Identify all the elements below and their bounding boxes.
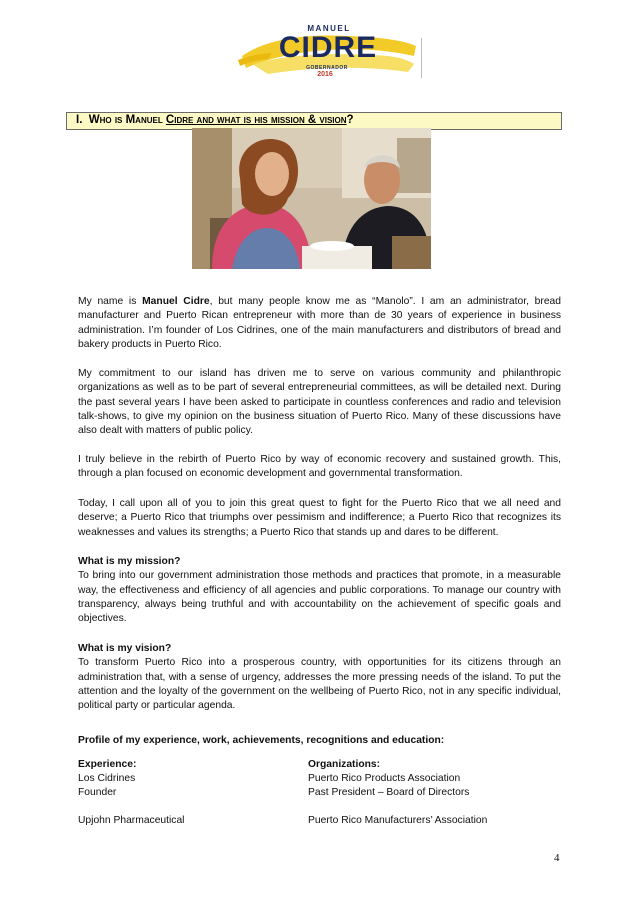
logo-divider [421,38,422,78]
mission-text: To bring into our government administration those methods and practices that promote, in a measurable way, the effectiveness and efficiency of all agencies and public corporations. To manage our country with transparency, always being truthful and with accountability on the achievement of specific goals and objectives. [78,570,561,625]
section-title-start: Who is Manuel [88,114,166,126]
intro-paragraph-4: Today, I call upon all of you to join this great quest to fight for the Puerto Rico that we all need and deserve; a Puerto Rico that triumphs over pessimism and indifference; a Puerto Rico that recognizes its weaknesses and values its strengths; a Puerto Rico that stands up and dares to be different. [78,498,561,538]
organization-item: Puerto Rico Products Association [308,773,461,784]
section-title-underlined: Cidre and what is his mission & vision [165,114,347,126]
experience-item: Upjohn Pharmaceutical [78,815,185,826]
experience-header: Experience: [78,759,137,770]
section-number: I. [76,114,83,126]
vision-title: What is my vision? [78,643,172,654]
mission-title: What is my mission? [78,556,181,567]
profile-title: Profile of my experience, work, achievements, recognitions and education: [78,735,445,746]
section-title-end: ? [346,114,354,126]
intro-paragraph-2: My commitment to our island has driven me to serve on various community and philanthropic organizations as well as to be part of several entrepreneurial committees, as will be detailed next. During the past several years I have been asked to participate in countless conferences and radio and television talk-shows, to give my opinion on the business situation of Puerto Rico. Many of these discussions have also dealt with matters of public policy. [78,368,561,437]
logo-year: 2016 [317,71,333,78]
mission-block [78,555,561,626]
organizations-header: Organizations: [308,759,381,770]
logo-subtitle: GOBERNADOR [306,65,348,71]
organization-item: Puerto Rico Manufacturers’ Association [308,815,488,826]
vision-block [78,642,561,713]
experience-item: Los Cidrines [78,773,136,784]
experience-item: Founder [78,787,117,798]
candidate-photo [192,128,431,269]
logo-first-name: MANUEL [307,24,351,33]
logo-last-name: CIDRE [278,31,378,64]
candidate-name: Manuel Cidre [142,296,210,307]
section-heading [76,114,354,126]
page-number: 4 [554,852,560,864]
organization-item: Past President – Board of Directors [308,787,470,798]
intro-paragraph-1: My name is Manuel Cidre, but many people know me as “Manolo”. I am an administrator, bread manufacturer and Puerto Rican entrepreneur with more than de 30 years of experience in business administration. I’m founder of Los Cidrines, one of the main manufacturers and distributors of bread and bakery products in Puerto Rico. [78,296,561,350]
vision-text: To transform Puerto Rico into a prosperous country, with opportunities for its citizens through an administration that, with a sense of urgency, addresses the more pressing needs of the island. To put the attention and the loyalty of the government on the wellbeing of Puerto Rico, not in any specific individual, political party or particular agenda. [78,657,561,712]
intro-paragraph-3: I truly believe in the rebirth of Puerto Rico by way of economic recovery and sustained growth. This, through a plan focused on economic development and governmental transformation. [78,454,561,480]
